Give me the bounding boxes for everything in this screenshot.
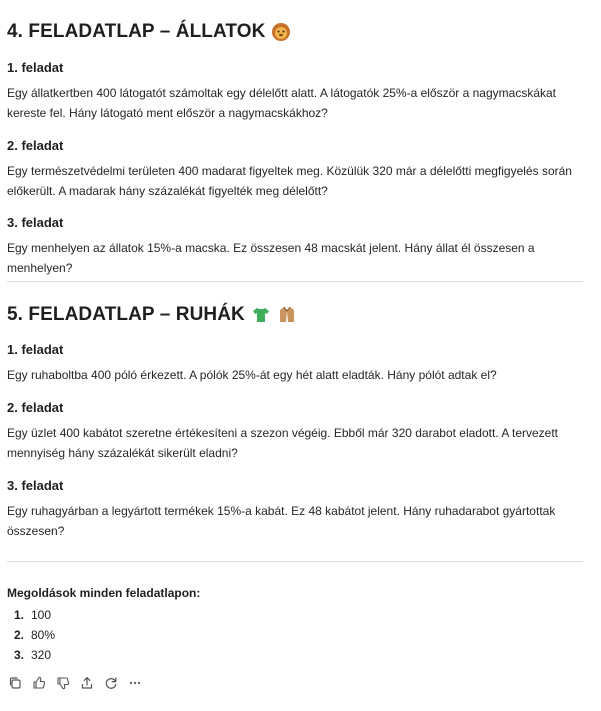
sheet-4-task-1-line-1: Egy állatkertben 400 látogatót számoltak egy délelőtt alatt. A látogatók 25%-a először a nagymacskákat: [7, 86, 556, 100]
sheet-4-task-2-label: 2. feladat: [7, 138, 64, 153]
copy-button[interactable]: [7, 675, 23, 691]
list-item: [7, 645, 55, 665]
solution-number: 3.: [14, 648, 25, 662]
sheet-5-title: [7, 302, 297, 328]
sheet-5-task-3-line-1: Egy ruhagyárban a legyártott termékek 15%-a kabát. Ez 48 kabátot jelent. Hány ruhadarabot gyártottak: [7, 504, 556, 518]
copy-icon: [8, 676, 22, 690]
divider: [7, 561, 583, 562]
sheet-5-title-text: 5. FELADATLAP – RUHÁK: [7, 304, 245, 325]
sheet-5-task-1-label: 1. feladat: [7, 342, 64, 357]
thumbs-up-icon: [32, 676, 46, 690]
thumbs-up-button[interactable]: [31, 675, 47, 691]
solution-value: 320: [31, 648, 52, 662]
thumbs-down-icon: [56, 676, 70, 690]
sheet-4-task-2-line-2: előkerült. A madarak hány százalékát figyelték meg délelőtt?: [7, 184, 328, 198]
more-options-button[interactable]: [127, 675, 143, 691]
solution-value: 80%: [31, 628, 56, 642]
list-item: [7, 605, 55, 625]
sheet-4-title: [7, 19, 291, 45]
share-icon: [80, 676, 94, 690]
sheet-4-task-2-line-1: Egy természetvédelmi területen 400 madarat figyeltek meg. Közülük 320 már a délelőtti megfigyelés során: [7, 164, 572, 178]
sheet-5-task-2-line-2: mennyiség hány százalékát sikerült eladni?: [7, 446, 238, 460]
share-button[interactable]: [79, 675, 95, 691]
solutions-list: [7, 605, 55, 665]
sheet-4-title-text: 4. FELADATLAP – ÁLLATOK: [7, 21, 266, 42]
lion-emoji-icon: [271, 22, 291, 42]
message-actions-toolbar: [7, 675, 143, 691]
solution-number: 1.: [14, 608, 25, 622]
solution-number: 2.: [14, 628, 25, 642]
thumbs-down-button[interactable]: [55, 675, 71, 691]
solutions-heading: Megoldások minden feladatlapon:: [7, 586, 201, 600]
sheet-5-task-2-label: 2. feladat: [7, 400, 64, 415]
coat-emoji-icon: [277, 305, 297, 325]
regenerate-icon: [104, 676, 118, 690]
divider: [7, 281, 583, 282]
regenerate-button[interactable]: [103, 675, 119, 691]
list-item: [7, 625, 55, 645]
sheet-5-task-2-line-1: Egy üzlet 400 kabátot szeretne értékesíteni a szezon végéig. Ebből már 320 darabot eladott. A tervezett: [7, 426, 559, 440]
sheet-4-task-3-line-1: Egy menhelyen az állatok 15%-a macska. Ez összesen 48 macskát jelent. Hány állat él összesen a menhelyen?: [7, 241, 535, 275]
sheet-4-task-1-label: 1. feladat: [7, 60, 64, 75]
sheet-5-task-3-line-2: összesen?: [7, 524, 65, 538]
sheet-5-task-3-label: 3. feladat: [7, 478, 64, 493]
solution-value: 100: [31, 608, 52, 622]
sheet-5-task-1-line-1: Egy ruhaboltba 400 póló érkezett. A pólók 25%-át egy hét alatt eladták. Hány pólót adtak el?: [7, 368, 497, 382]
sheet-4-task-3-label: 3. feladat: [7, 215, 64, 230]
tshirt-emoji-icon: [251, 305, 271, 325]
sheet-4-task-1-line-2: kereste fel. Hány látogató ment először a nagymacskákhoz?: [7, 106, 328, 120]
more-icon: [128, 676, 142, 690]
